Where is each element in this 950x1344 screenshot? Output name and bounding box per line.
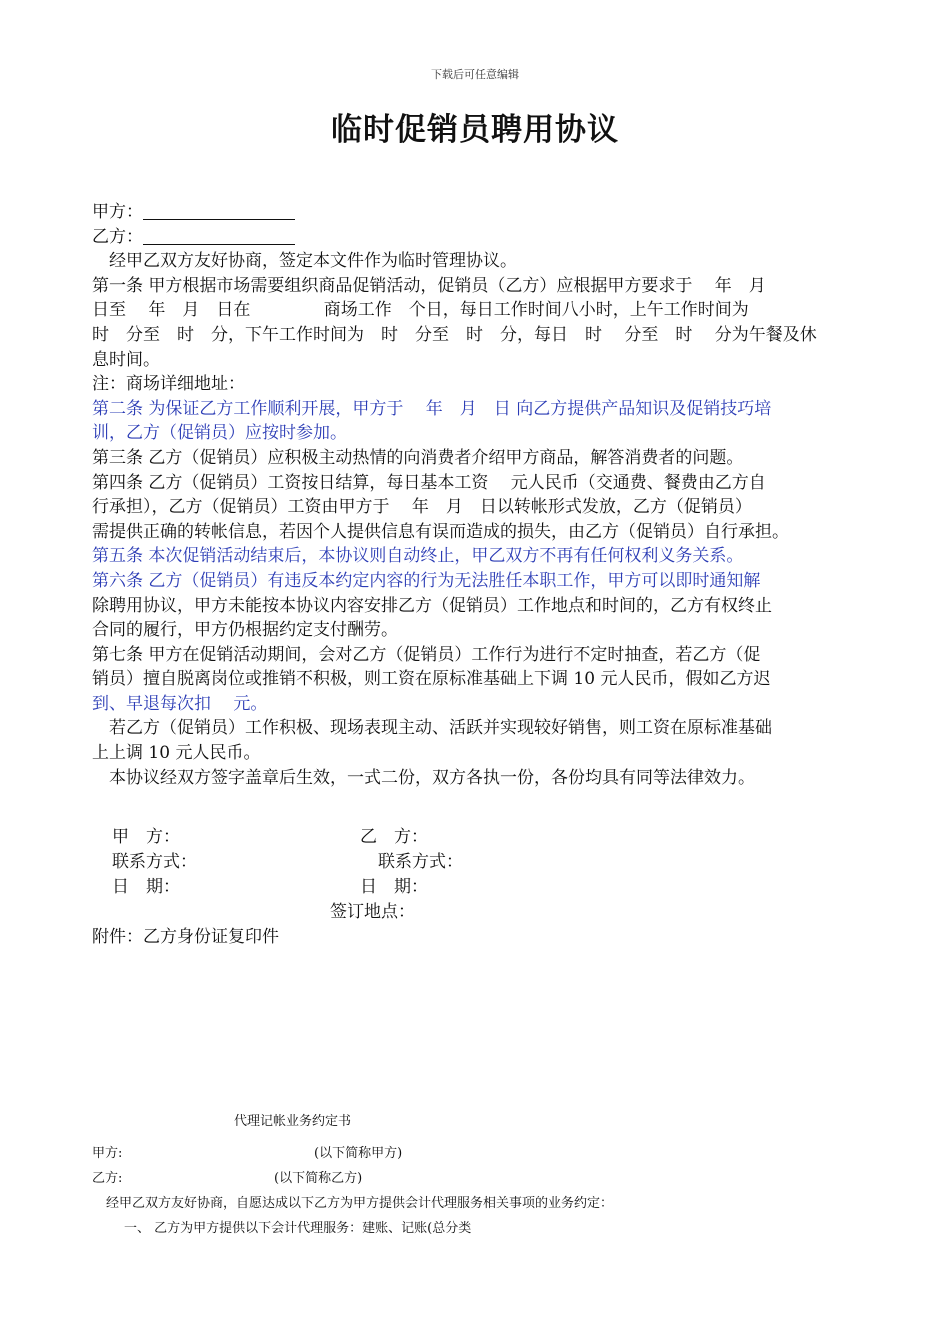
clause-line: 第四条 乙方（促销员）工资按日结算，每日基本工资 元人民币（交通费、餐费由乙方自 bbox=[92, 472, 766, 493]
sign-date-a: 日 期： bbox=[112, 877, 180, 897]
sign-party-b: 乙 方： bbox=[360, 827, 428, 847]
document-title: 临时促销员聘用协议 bbox=[331, 112, 619, 148]
clause-line: 训，乙方（促销员）应按时参加。 bbox=[92, 423, 347, 444]
party-b-blank bbox=[143, 228, 295, 245]
clause-line: 息时间。 bbox=[92, 349, 160, 370]
clause-line: 除聘用协议，甲方未能按本协议内容安排乙方（促销员）工作地点和时间的，乙方有权终止 bbox=[92, 595, 772, 616]
clause-line: 第三条 乙方（促销员）应积极主动热情的向消费者介绍甲方商品，解答消费者的问题。 bbox=[92, 447, 744, 468]
header-note: 下载后可任意编辑 bbox=[431, 68, 519, 81]
clause-line: 第五条 本次促销活动结束后，本协议则自动终止，甲乙双方不再有任何权利义务关系。 bbox=[92, 546, 744, 567]
sign-contact-a: 联系方式： bbox=[112, 852, 197, 872]
party-b-line bbox=[92, 225, 864, 250]
sign-date-b: 日 期： bbox=[360, 877, 428, 897]
clause-line: 销员）擅自脱离岗位或推销不积极，则工资在原标准基础上下调 10 元人民币，假如乙方迟 bbox=[92, 669, 771, 690]
party-b-label: 乙方： bbox=[92, 226, 143, 247]
clause-line: 若乙方（促销员）工作积极、现场表现主动、活跃并实现较好销售，则工资在原标准基础 bbox=[92, 718, 772, 739]
second-doc-item-1: 一、 乙方为甲方提供以下会计代理服务：建账、记账(总分类 bbox=[124, 1221, 472, 1236]
attachment-note: 附件：乙方身份证复印件 bbox=[92, 927, 279, 947]
sign-party-a: 甲 方： bbox=[112, 827, 180, 847]
party-a-label: 甲方： bbox=[92, 202, 143, 222]
clause-line: 注：商场详细地址： bbox=[92, 374, 245, 395]
second-doc-intro: 经甲乙双方友好协商，自愿达成以下乙方为甲方提供会计代理服务相关事项的业务约定： bbox=[106, 1196, 614, 1211]
clause-line: 上上调 10 元人民币。 bbox=[92, 743, 261, 764]
clause-line: 本协议经双方签字盖章后生效，一式二份，双方各执一份，各份均具有同等法律效力。 bbox=[92, 767, 755, 788]
clause-line: 时 分至 时 分，下午工作时间为 时 分至 时 分，每日 时 分至 时 分为午餐及休 bbox=[92, 324, 817, 345]
party-a-blank bbox=[143, 203, 295, 220]
clause-line: 第七条 甲方在促销活动期间，会对乙方（促销员）工作行为进行不定时抽查，若乙方（促 bbox=[92, 644, 761, 665]
clause-line: 经甲乙双方友好协商，签定本文件作为临时管理协议。 bbox=[92, 251, 517, 272]
clause-line: 行承担），乙方（促销员）工资由甲方于 年 月 日以转帐形式发放，乙方（促销员） bbox=[92, 497, 752, 518]
sign-place: 签订地点： bbox=[330, 902, 415, 922]
second-doc-title: 代理记帐业务约定书 bbox=[234, 1114, 352, 1129]
clause-line: 到、早退每次扣 元。 bbox=[92, 693, 268, 714]
sign-contact-b: 联系方式： bbox=[378, 852, 463, 872]
agreement-body bbox=[92, 200, 864, 790]
clause-line: 需提供正确的转帐信息，若因个人提供信息有误而造成的损失，由乙方（促销员）自行承担。 bbox=[92, 521, 789, 542]
clause-line: 日至 年 月 日在 商场工作 个日，每日工作时间八小时，上午工作时间为 bbox=[92, 300, 749, 321]
agreement-clauses bbox=[92, 249, 864, 790]
clause-line: 第二条 为保证乙方工作顺利开展，甲方于 年 月 日 向乙方提供产品知识及促销技巧培 bbox=[92, 398, 772, 419]
second-doc-party-a-note: (以下简称甲方) bbox=[314, 1146, 403, 1161]
clause-line: 第六条 乙方（促销员）有违反本约定内容的行为无法胜任本职工作，甲方可以即时通知解 bbox=[92, 570, 761, 591]
second-doc-party-a: 甲方: bbox=[92, 1146, 123, 1161]
clause-line: 合同的履行，甲方仍根据约定支付酬劳。 bbox=[92, 620, 398, 641]
clause-line: 第一条 甲方根据市场需要组织商品促销活动，促销员（乙方）应根据甲方要求于 年 月 bbox=[92, 275, 766, 296]
party-a-line bbox=[92, 200, 864, 225]
second-doc-party-b: 乙方: bbox=[92, 1171, 123, 1186]
second-doc-party-b-note: (以下简称乙方) bbox=[274, 1171, 363, 1186]
